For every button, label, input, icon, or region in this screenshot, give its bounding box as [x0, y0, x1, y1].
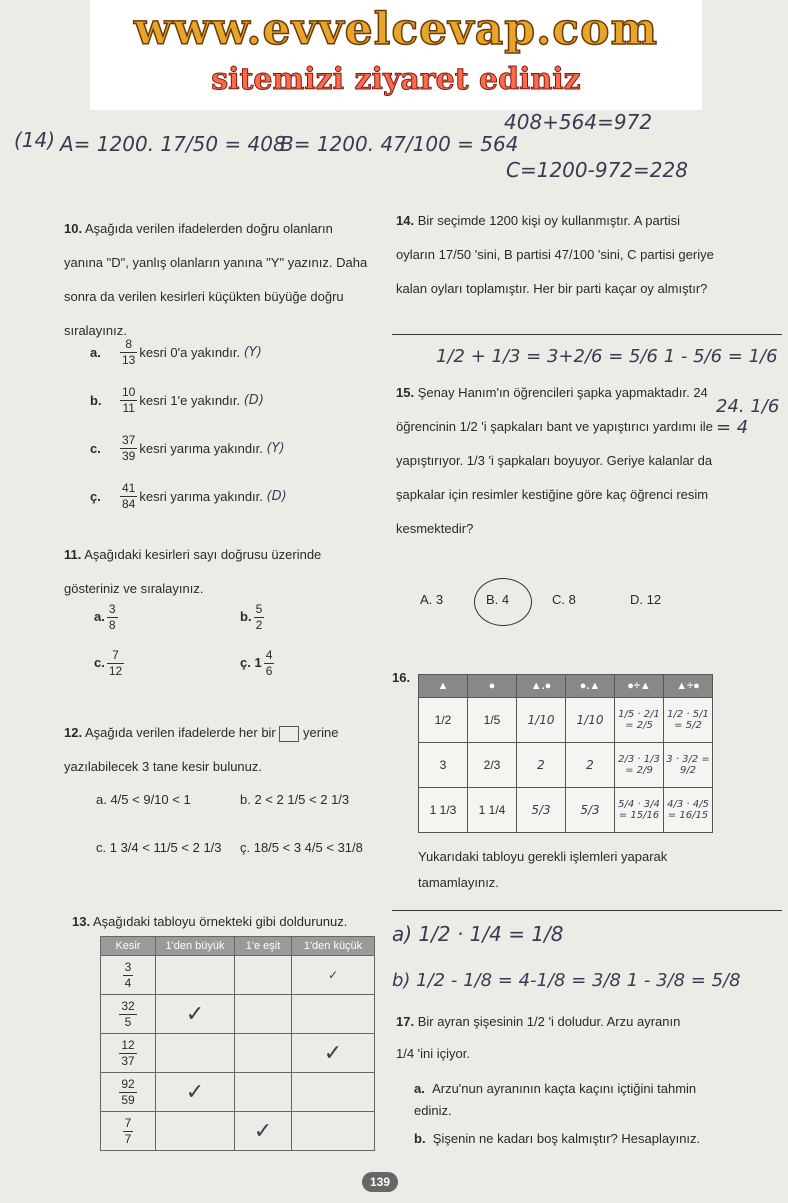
- q15-option-a[interactable]: A. 3: [420, 592, 444, 607]
- blank-box: [279, 726, 299, 742]
- question-17: 17. Bir ayran şişesinin 1/2 'i doludur. Arzu ayranın 1/4 'ini içiyor.: [396, 1014, 681, 1061]
- divider: [392, 334, 782, 335]
- answer-circle: [474, 578, 532, 626]
- question-14: 14. Bir seçimde 1200 kişi oy kullanmıştır. A partisi oyların 17/50 'sini, B partisi 47/100 'sini, C partisi geriye kalan oyları toplamıştır. Her bir parti kaçar oy almıştır?: [396, 213, 714, 296]
- q10-item-c: c. $\frac{37}{39}$ kesri yarıma yakındır. (Y): [90, 432, 285, 463]
- q15-option-c[interactable]: C. 8: [552, 592, 576, 607]
- question-10: 10. Aşağıda verilen ifadelerden doğru olanların yanına "D", yanlış olanların yanına "Y" yazınız. Daha sonra da verilen kesirleri küçükten büyüğe doğru sıralayınız.: [64, 221, 368, 338]
- question-10-text: Aşağıda verilen ifadelerden doğru olanların yanına "D", yanlış olanların yanına "Y" yazınız. Daha sonra da verilen kesirleri küçükten büyüğe doğru sıralayınız.: [64, 221, 368, 338]
- question-16-num: 16.: [392, 670, 411, 685]
- q15-options: [420, 592, 661, 607]
- q14-work: 1/2 + 1/3 = 3+2/6 = 5/6 1 - 5/6 = 1/6: [436, 346, 778, 367]
- banner-subtitle: sitemizi ziyaret ediniz: [211, 62, 581, 97]
- q11-items: a. $\frac{3}{8}$ b. $\frac{5}{2}$ c. $\frac{7}{12}$ ç. 1 $\frac{4}{6}$: [94, 601, 273, 678]
- q13-table-wrap: [100, 936, 375, 1151]
- q16-table: ▲ ● ▲.● ●.▲ ●÷▲ ▲÷● 1/2 1/5 1/10 1/10 1/5 · 2/1 = 2/5 1/2 · 5/1 = 5/2 3 2/3 2 2 2/3 · 1/3 = 2/9 3 · 3/2 = 9/2 1 1/3 1 1/4 5/3 5/3 5/4 · 3/4 = 15/16 4/3 · 4/5 = 16/15: [418, 674, 713, 833]
- q13-table: Kesir 1'den büyük 1'e eşit 1'den küçük $\frac{3}{4}$ ✓ $\frac{32}{5}$ ✓ $\frac{12}{37}$ ✓ $\frac{92}{59}$ ✓ $\frac{7}{7}$ ✓: [100, 936, 375, 1151]
- q10-item-a: a. $\frac{8}{13}$ kesri 0'a yakındır. (Y): [90, 336, 262, 367]
- hw-a: A= 1200. 17/50 = 408: [60, 132, 286, 156]
- q16-work-a: a) 1/2 · 1/4 = 1/8: [392, 922, 564, 946]
- q17-b: b. Şişenin ne kadarı boş kalmıştır? Hesaplayınız.: [414, 1131, 701, 1146]
- q15-side-work: 24. 1/6 = 4: [716, 396, 780, 438]
- banner-site: www.evvelcevap.com: [134, 4, 658, 55]
- q16-work-b: b) 1/2 - 1/8 = 4-1/8 = 3/8 1 - 3/8 = 5/8: [392, 970, 741, 991]
- q16-table-wrap: [418, 674, 713, 833]
- question-13: 13. Aşağıdaki tabloyu örnekteki gibi doldurunuz.: [72, 914, 348, 929]
- hw-qnum: (14): [14, 128, 56, 152]
- q17-a: a. Arzu'nun ayranının kaçta kaçını içtiğini tahmin ediniz.: [414, 1081, 697, 1118]
- site-banner: [90, 0, 702, 110]
- hw-b: B= 1200. 47/100 = 564: [280, 132, 519, 156]
- q16-footer: Yukarıdaki tabloyu gerekli işlemleri yaparak tamamlayınız.: [418, 849, 668, 890]
- question-11: 11. Aşağıdaki kesirleri sayı doğrusu üzerinde gösteriniz ve sıralayınız.: [64, 547, 322, 596]
- question-15: 15. Şenay Hanım'ın öğrencileri şapka yapmaktadır. 24 öğrencinin 1/2 'i şapkaları bant ve yapıştırıcı yardımı ile yapıştırıyor. 1/3 'i şapkaları boyuyor. Geriye kalanlar da şapkalar için resimler kestiğine göre kaç öğrenci resim kesmektedir?: [396, 385, 713, 536]
- q10-item-b: b. $\frac{10}{11}$ kesri 1'e yakındır. (D): [90, 384, 264, 415]
- q10-item-cc: ç. $\frac{41}{84}$ kesri yarıma yakındır. (D): [90, 480, 287, 511]
- hw-sum: 408+564=972: [504, 110, 653, 134]
- q15-option-d[interactable]: D. 12: [630, 592, 662, 607]
- q10-items: [90, 328, 380, 520]
- divider-2: [392, 910, 782, 911]
- question-12: 12. Aşağıda verilen ifadelerde her bir yerine yazılabilecek 3 tane kesir bulunuz.: [64, 725, 339, 774]
- hw-c: C=1200-972=228: [506, 158, 688, 182]
- q15-option-b[interactable]: B. 4: [486, 592, 552, 607]
- page-number: 139: [362, 1172, 398, 1192]
- q12-items: a. 4/5 < 9/10 < 1 b. 2 < 2 1/5 < 2 1/3 c. 1 3/4 < 11/5 < 2 1/3 ç. 18/5 < 3 4/5 < 31/8: [96, 791, 363, 855]
